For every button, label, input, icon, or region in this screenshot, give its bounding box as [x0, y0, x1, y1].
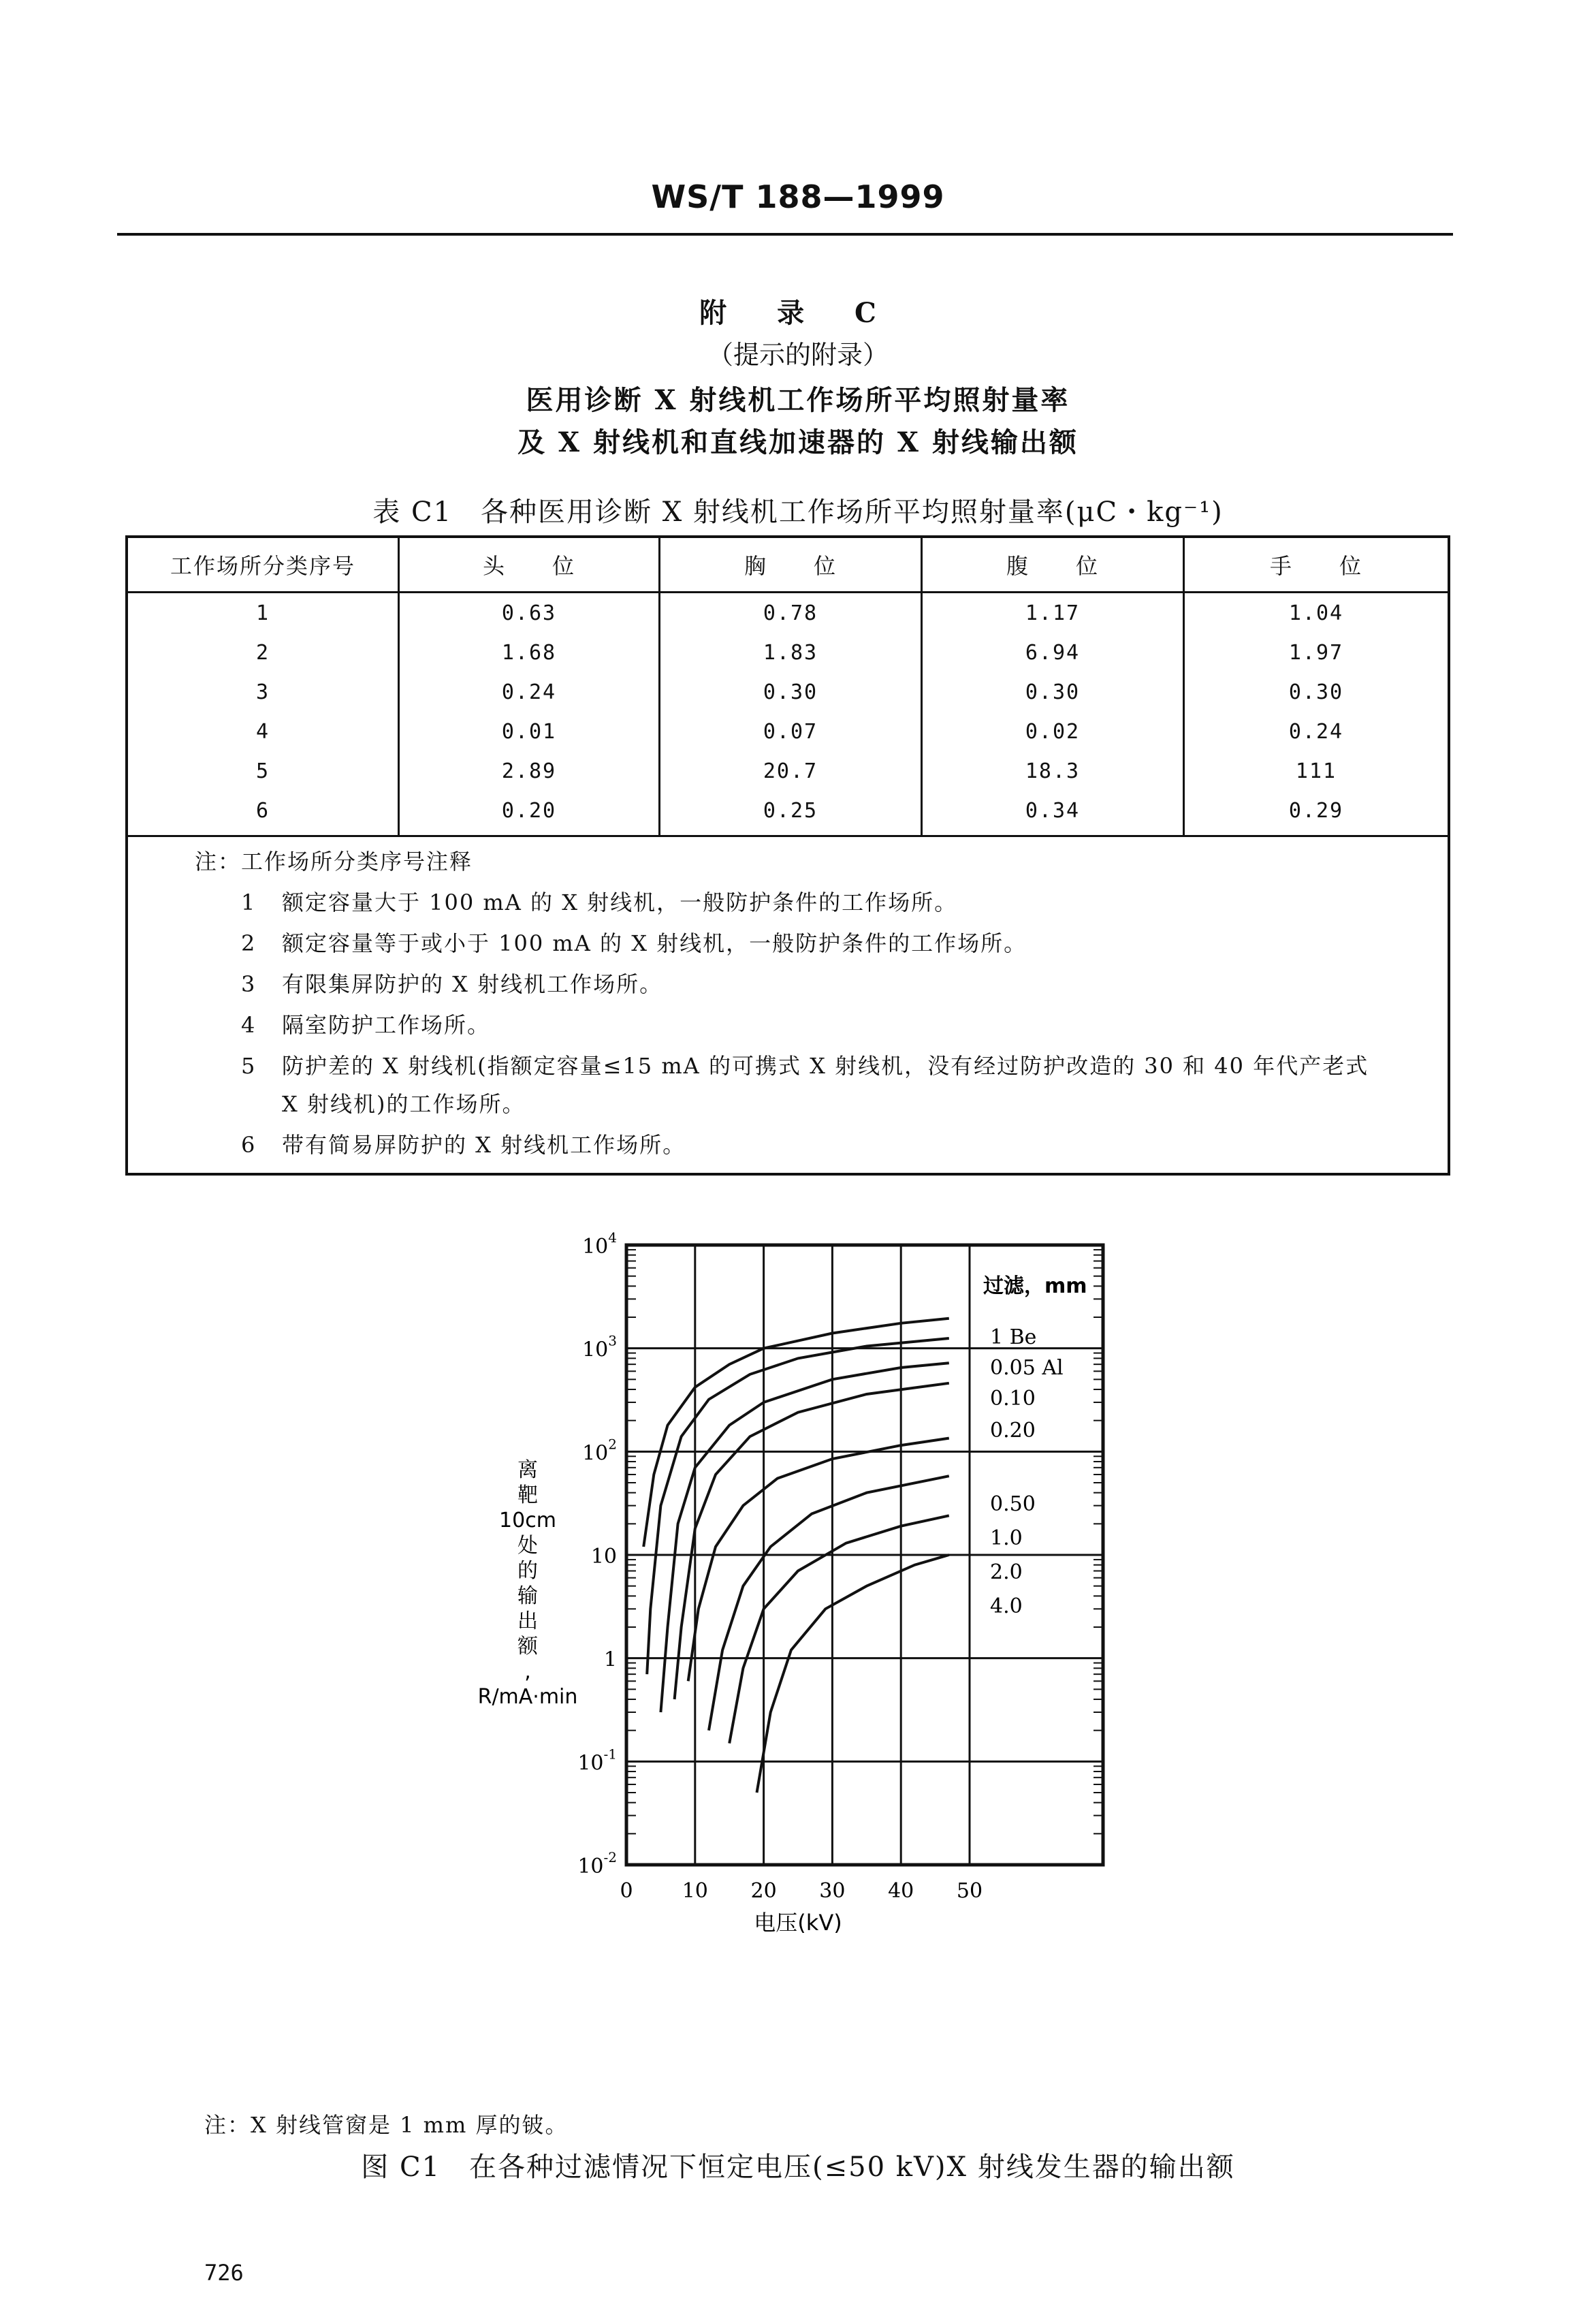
note-item [241, 1049, 1369, 1080]
y-axis-label-part: 输 [517, 1584, 538, 1608]
table-cell: 2 [127, 633, 399, 672]
header-rule [117, 233, 1453, 236]
appendix-heading-line1: 医用诊断 X 射线机工作场所平均照射量率 [526, 384, 1070, 416]
page-number: 726 [204, 2260, 244, 2286]
note-text: 有限集屏防护的 X 射线机工作场所。 [282, 971, 663, 997]
note-text: 额定容量大于 100 mA 的 X 射线机，一般防护条件的工作场所。 [282, 889, 958, 915]
exposure-rate-table [125, 535, 1450, 837]
legend-title: 过滤，mm [983, 1274, 1087, 1298]
table-row [127, 712, 1449, 751]
table-cell: 5 [127, 751, 399, 791]
figure-note: 注：X 射线管窗是 1 mm 厚的铍。 [204, 2112, 569, 2138]
table-caption: 表 C1 各种医用诊断 X 射线机工作场所平均照射量率(μC・kg⁻¹) [372, 497, 1224, 528]
page-header: WS/T 188—1999 [651, 178, 945, 215]
note-text: 带有简易屏防护的 X 射线机工作场所。 [282, 1132, 686, 1158]
table-cell: 4 [127, 712, 399, 751]
table-cell: 1.68 [399, 633, 660, 672]
table-row [127, 672, 1449, 712]
y-tick-label: $10^2$ [582, 1436, 617, 1466]
table-cell: 1.04 [1184, 593, 1450, 633]
table-row [127, 593, 1449, 633]
appendix-title: 附 录 C [699, 297, 897, 329]
note-text: 隔室防护工作场所。 [282, 1012, 491, 1038]
y-tick-exponent: 2 [608, 1436, 617, 1453]
table-cell: 3 [127, 672, 399, 712]
column-header: 手 位 [1184, 537, 1450, 593]
table-cell: 0.01 [399, 712, 660, 751]
note-number: 3 [241, 971, 257, 997]
x-tick-label: 10 [682, 1879, 708, 1903]
figure-caption: 图 C1 在各种过滤情况下恒定电压(≤50 kV)X 射线发生器的输出额 [361, 2152, 1235, 2183]
y-axis-label-part: , [524, 1660, 531, 1684]
table-cell: 0.30 [660, 672, 922, 712]
legend-entry: 2.0 [990, 1560, 1023, 1584]
legend-entry: 1 Be [990, 1325, 1037, 1349]
legend-entry: 1.0 [990, 1526, 1023, 1550]
y-axis-label-part: 出 [517, 1609, 538, 1633]
legend-entry: 0.10 [990, 1387, 1036, 1411]
x-axis-label: 电压(kV) [754, 1910, 842, 1936]
y-tick-exponent: 3 [608, 1332, 617, 1349]
table-notes [125, 820, 1450, 1176]
column-header: 工作场所分类序号 [127, 537, 399, 593]
table-cell: 0.63 [399, 593, 660, 633]
y-axis-label-part: 10cm [499, 1509, 556, 1532]
legend-entry: 0.05 Al [990, 1356, 1064, 1380]
note-text: 额定容量等于或小于 100 mA 的 X 射线机，一般防护条件的工作场所。 [282, 930, 1027, 956]
note-number: 6 [241, 1132, 257, 1158]
column-header: 腹 位 [922, 537, 1184, 593]
y-tick-label: $10^4$ [582, 1229, 617, 1259]
table-cell: 0.78 [660, 593, 922, 633]
note-item [241, 885, 957, 917]
table-cell: 1.83 [660, 633, 922, 672]
table-cell: 0.24 [399, 672, 660, 712]
table-row [127, 751, 1449, 791]
note-number: 5 [241, 1053, 257, 1079]
series-line [660, 1363, 948, 1712]
table-cell: 0.34 [922, 791, 1184, 836]
y-tick-label: $10^{-1}$ [577, 1746, 617, 1776]
table-cell: 6 [127, 791, 399, 836]
table-cell: 0.30 [1184, 672, 1450, 712]
table-cell: 111 [1184, 751, 1450, 791]
series-line [757, 1555, 949, 1793]
table-cell: 1.97 [1184, 633, 1450, 672]
note-item [241, 926, 1027, 958]
x-tick-label: 20 [750, 1879, 777, 1903]
table-cell: 0.02 [922, 712, 1184, 751]
y-tick-exponent: -1 [603, 1746, 617, 1763]
column-header: 头 位 [399, 537, 660, 593]
y-tick-label: 10 [590, 1545, 617, 1569]
output-chart [463, 1218, 1144, 2069]
series-line [643, 1319, 949, 1547]
table-cell: 0.07 [660, 712, 922, 751]
table-cell: 20.7 [660, 751, 922, 791]
series-line [675, 1383, 949, 1699]
y-axis-label-part: 离 [517, 1458, 538, 1482]
note-text: X 射线机)的工作场所。 [282, 1091, 526, 1117]
table-cell: 0.25 [660, 791, 922, 836]
x-tick-label: 30 [819, 1879, 846, 1903]
x-tick-label: 50 [956, 1879, 983, 1903]
note-text: 防护差的 X 射线机(指额定容量≤15 mA 的可携式 X 射线机，没有经过防护改造的 30 和 40 年代产老式 [282, 1053, 1369, 1079]
note-item [241, 1128, 686, 1159]
notes-title: 注：工作场所分类序号注释 [195, 849, 473, 875]
y-tick-label: 1 [603, 1648, 617, 1672]
series-line [709, 1476, 949, 1731]
table-cell: 1 [127, 593, 399, 633]
y-tick-label: $10^{-2}$ [577, 1849, 617, 1878]
table-cell: 1.17 [922, 593, 1184, 633]
table-cell: 6.94 [922, 633, 1184, 672]
appendix-heading-line2: 及 X 射线机和直线加速器的 X 射线输出额 [517, 426, 1079, 458]
note-item [241, 967, 663, 998]
table-cell: 18.3 [922, 751, 1184, 791]
note-number: 4 [241, 1012, 257, 1038]
note-item [241, 1008, 490, 1039]
note-item [241, 1087, 525, 1118]
appendix-subtitle: （提示的附录） [707, 340, 889, 370]
table-cell: 0.29 [1184, 791, 1450, 836]
legend-entry: 4.0 [990, 1594, 1023, 1618]
y-axis-label-part: 的 [517, 1559, 538, 1583]
series-line [729, 1515, 949, 1743]
x-tick-label: 0 [620, 1879, 633, 1903]
y-axis-label-part: 处 [517, 1534, 538, 1558]
y-axis-label-part: R/mA·min [477, 1685, 578, 1709]
table-cell: 0.20 [399, 791, 660, 836]
y-tick-label: $10^3$ [582, 1332, 617, 1362]
table-cell: 2.89 [399, 751, 660, 791]
y-axis-label-part: 靶 [517, 1483, 538, 1507]
table-row [127, 633, 1449, 672]
y-tick-exponent: 4 [608, 1229, 617, 1246]
note-number: 2 [241, 930, 257, 956]
y-axis-label-part: 额 [517, 1635, 538, 1658]
column-header: 胸 位 [660, 537, 922, 593]
table-cell: 0.24 [1184, 712, 1450, 751]
legend-entry: 0.20 [990, 1419, 1036, 1443]
legend-entry: 0.50 [990, 1492, 1036, 1516]
y-tick-exponent: -2 [603, 1849, 617, 1865]
table-cell: 0.30 [922, 672, 1184, 712]
note-number: 1 [241, 889, 257, 915]
x-tick-label: 40 [888, 1879, 914, 1903]
table-header-row [127, 537, 1449, 593]
